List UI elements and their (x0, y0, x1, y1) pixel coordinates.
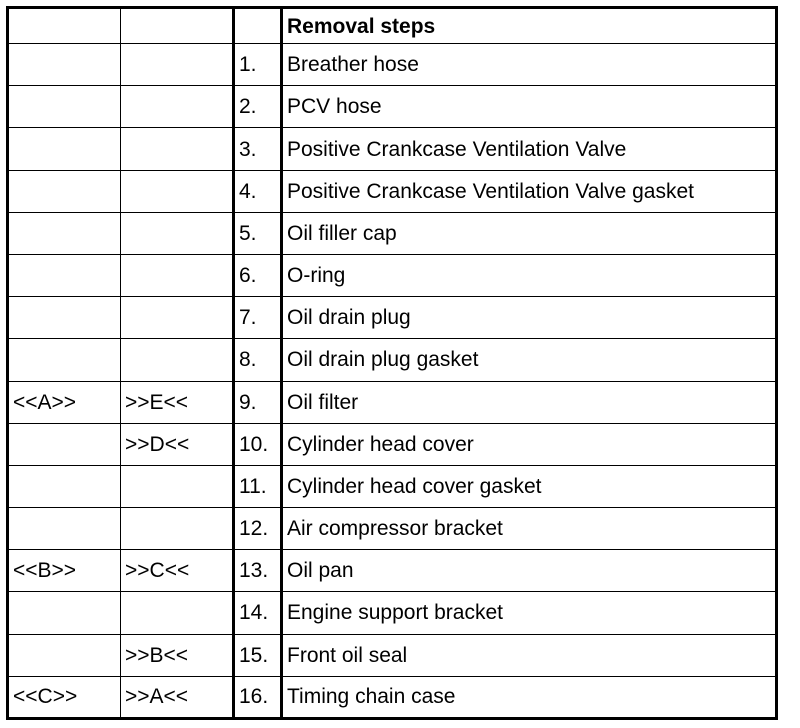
table-row (8, 634, 777, 676)
ref-mark-a-cell (8, 212, 121, 254)
step-number-cell: 1. (234, 44, 282, 86)
table-row (8, 86, 777, 128)
step-number-cell: 11. (234, 465, 282, 507)
ref-mark-a-cell (8, 592, 121, 634)
ref-mark-b-cell: >>C<< (121, 550, 234, 592)
step-number-cell: 5. (234, 212, 282, 254)
ref-mark-a-cell: <<A>> (8, 381, 121, 423)
ref-mark-a-cell (8, 508, 121, 550)
step-number-cell: 13. (234, 550, 282, 592)
step-number-cell: 14. (234, 592, 282, 634)
step-number-cell: 12. (234, 508, 282, 550)
ref-mark-b-cell: >>E<< (121, 381, 234, 423)
step-name-cell: Cylinder head cover gasket (282, 465, 777, 507)
header-cell-b (121, 8, 234, 44)
header-cell-a (8, 8, 121, 44)
table-row (8, 44, 777, 86)
step-number-cell: 6. (234, 255, 282, 297)
ref-mark-b-cell: >>B<< (121, 634, 234, 676)
ref-mark-a-cell (8, 128, 121, 170)
step-name-cell: PCV hose (282, 86, 777, 128)
step-name-cell: Cylinder head cover (282, 423, 777, 465)
table-row (8, 170, 777, 212)
table-row (8, 381, 777, 423)
step-number-cell: 3. (234, 128, 282, 170)
step-name-cell: Oil drain plug (282, 297, 777, 339)
ref-mark-b-cell: >>A<< (121, 676, 234, 718)
ref-mark-a-cell (8, 339, 121, 381)
step-name-cell: O-ring (282, 255, 777, 297)
step-name-cell: Oil drain plug gasket (282, 339, 777, 381)
ref-mark-b-cell (121, 592, 234, 634)
ref-mark-a-cell (8, 297, 121, 339)
ref-mark-b-cell (121, 170, 234, 212)
ref-mark-b-cell (121, 508, 234, 550)
ref-mark-a-cell (8, 465, 121, 507)
ref-mark-a-cell: <<C>> (8, 676, 121, 718)
ref-mark-a-cell (8, 255, 121, 297)
table-row (8, 508, 777, 550)
ref-mark-a-cell (8, 423, 121, 465)
ref-mark-b-cell (121, 339, 234, 381)
step-number-cell: 15. (234, 634, 282, 676)
ref-mark-a-cell: <<B>> (8, 550, 121, 592)
removal-steps-table (6, 6, 778, 720)
table-row (8, 592, 777, 634)
step-number-cell: 9. (234, 381, 282, 423)
ref-mark-b-cell (121, 465, 234, 507)
step-number-cell: 4. (234, 170, 282, 212)
header-title: Removal steps (282, 8, 777, 44)
step-number-cell: 7. (234, 297, 282, 339)
header-cell-num (234, 8, 282, 44)
step-name-cell: Oil filter (282, 381, 777, 423)
ref-mark-b-cell: >>D<< (121, 423, 234, 465)
table-row (8, 339, 777, 381)
table-row (8, 550, 777, 592)
table-row (8, 255, 777, 297)
step-name-cell: Front oil seal (282, 634, 777, 676)
table-row (8, 465, 777, 507)
ref-mark-b-cell (121, 255, 234, 297)
ref-mark-a-cell (8, 86, 121, 128)
ref-mark-b-cell (121, 44, 234, 86)
step-name-cell: Positive Crankcase Ventilation Valve gasket (282, 170, 777, 212)
ref-mark-b-cell (121, 297, 234, 339)
table-row (8, 676, 777, 718)
step-name-cell: Air compressor bracket (282, 508, 777, 550)
table-row (8, 212, 777, 254)
step-number-cell: 16. (234, 676, 282, 718)
table-row (8, 128, 777, 170)
ref-mark-b-cell (121, 86, 234, 128)
table-row (8, 297, 777, 339)
ref-mark-a-cell (8, 170, 121, 212)
ref-mark-a-cell (8, 44, 121, 86)
ref-mark-b-cell (121, 128, 234, 170)
step-name-cell: Oil pan (282, 550, 777, 592)
step-number-cell: 2. (234, 86, 282, 128)
step-name-cell: Positive Crankcase Ventilation Valve (282, 128, 777, 170)
table-row (8, 423, 777, 465)
ref-mark-b-cell (121, 212, 234, 254)
step-name-cell: Timing chain case (282, 676, 777, 718)
step-name-cell: Breather hose (282, 44, 777, 86)
step-name-cell: Oil filler cap (282, 212, 777, 254)
removal-steps-table-body (8, 8, 777, 719)
step-number-cell: 10. (234, 423, 282, 465)
ref-mark-a-cell (8, 634, 121, 676)
table-header-row (8, 8, 777, 44)
step-number-cell: 8. (234, 339, 282, 381)
step-name-cell: Engine support bracket (282, 592, 777, 634)
